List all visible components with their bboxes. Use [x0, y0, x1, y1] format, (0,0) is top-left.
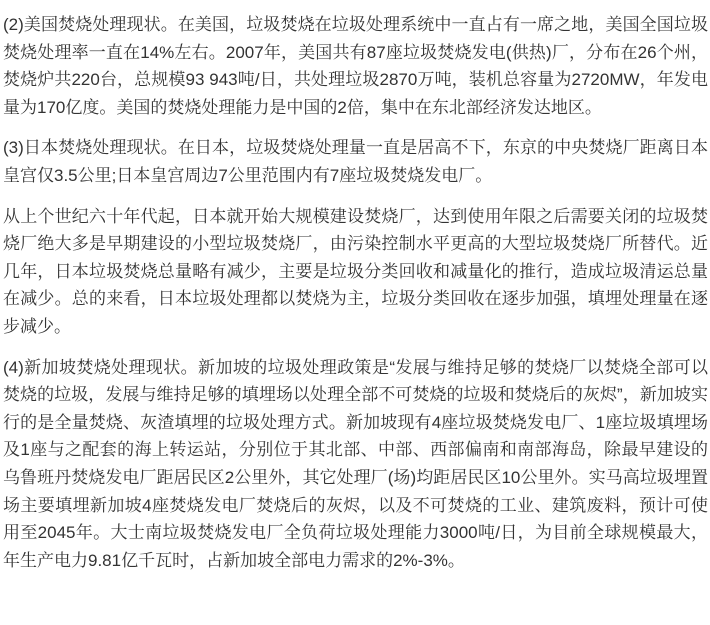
paragraph-us-incineration-status: (2)美国焚烧处理现状。在美国，垃圾焚烧在垃圾处理系统中一直占有一席之地，美国全国垃圾焚烧处理率一直在14%左右。2007年，美国共有87座垃圾焚烧发电(供热)厂，分布在26个州，焚烧炉共220台，总规模93 943吨/日，共处理垃圾2870万吨，装机总容量为2720MW，年发电量为170亿度。美国的焚烧处理能力是中国的2倍，集中在东北部经济发达地区。	[3, 15, 708, 117]
paragraph-singapore-incineration-status: (4)新加坡焚烧处理现状。新加坡的垃圾处理政策是“发展与维持足够的焚烧厂以焚烧全部可以焚烧的垃圾，发展与维持足够的填埋场以处理全部不可焚烧的垃圾和焚烧后的灰烬”，新加坡实行的是全量焚烧、灰渣填埋的垃圾处理方式。新加坡现有4座垃圾焚烧发电厂、1座垃圾填埋场及1座与之配套的海上转运站，分别位于其北部、中部、西部偏南和南部海岛，除最早建设的乌鲁班丹焚烧发电厂距居民区2公里外，其它处理厂(场)均距居民区10公里外。实马高垃圾埋置场主要填埋新加坡4座焚烧发电厂焚烧后的灰烬，以及不可焚烧的工业、建筑废料，预计可使用至2045年。大士南垃圾焚烧发电厂全负荷垃圾处理能力3000吨/日，为目前全球规模最大，年生产电力9.81亿千瓦时，占新加坡全部电力需求的2%-3%。	[3, 357, 708, 570]
paragraph-japan-incineration-history: 从上个世纪六十年代起，日本就开始大规模建设焚烧厂，达到使用年限之后需要关闭的垃圾焚烧厂绝大多是早期建设的小型垃圾焚烧厂，由污染控制水平更高的大型垃圾焚烧厂所替代。近几年，日本垃圾焚烧总量略有减少，主要是垃圾分类回收和减量化的推行，造成垃圾清运总量在减少。总的来看，日本垃圾处理都以焚烧为主，垃圾分类回收在逐步加强，填埋处理量在逐步减少。	[3, 206, 708, 336]
paragraph-japan-incineration-status: (3)日本焚烧处理现状。在日本，垃圾焚烧处理量一直是居高不下，东京的中央焚烧厂距离日本皇宫仅3.5公里;日本皇宫周边7公里范围内有7座垃圾焚烧发电厂。	[3, 138, 708, 185]
